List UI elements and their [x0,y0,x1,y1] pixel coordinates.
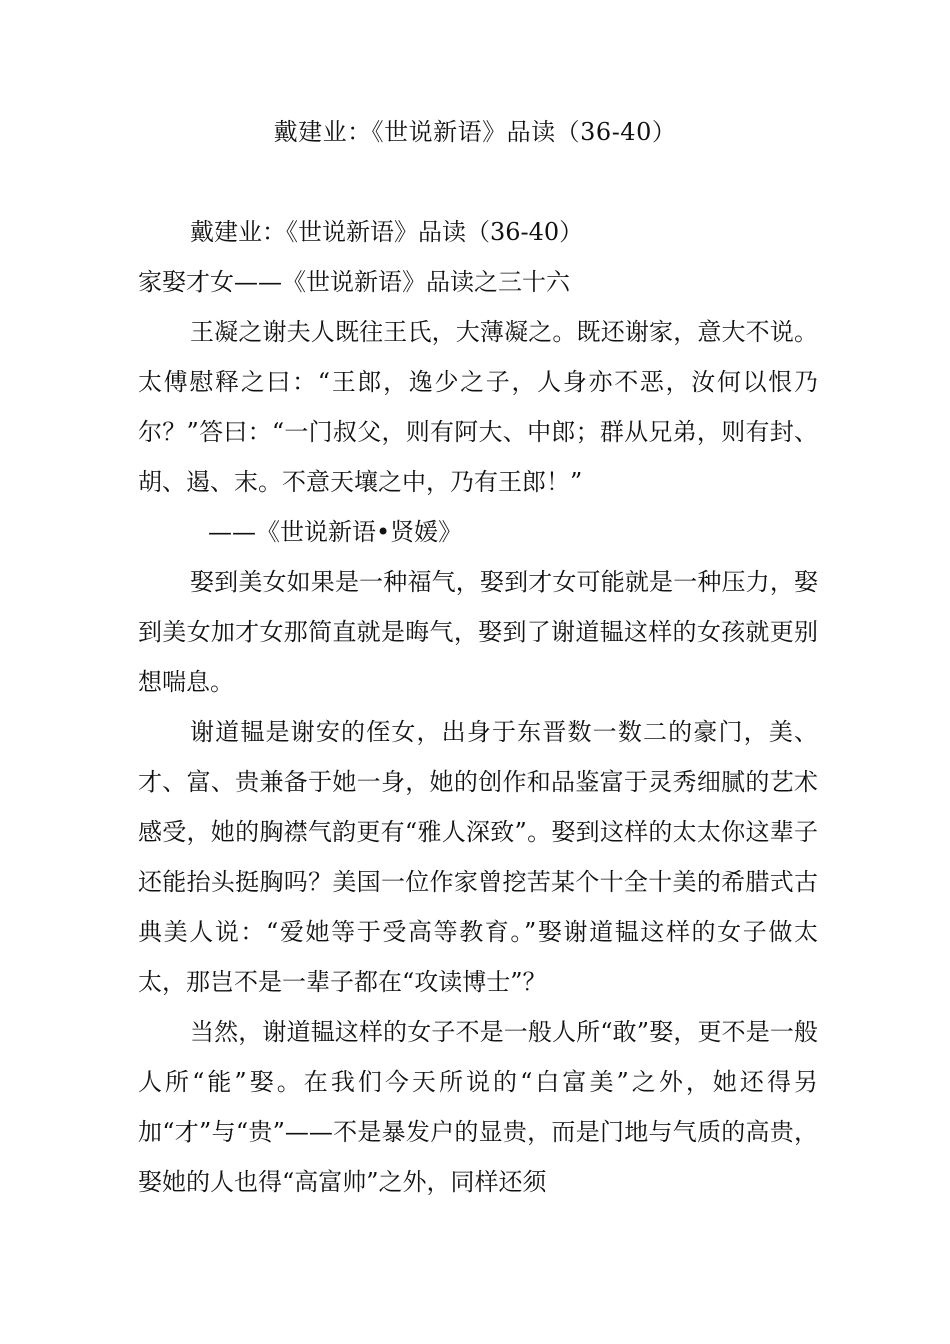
document-title: 戴建业：《世说新语》品读（36-40） [273,118,677,146]
heading-paragraph: 戴建业：《世说新语》品读（36-40） [190,218,584,246]
body-paragraph: 娶到美女如果是一种福气，娶到才女可能就是一种压力，娶到美女加才女那简直就是晦气，娶到了谢道韫这样的女孩就更别想喘息。 [138,568,818,696]
body-paragraph: 当然，谢道韫这样的女子不是一般人所“敢”娶，更不是一般人所“能”娶。在我们今天所说的“白富美”之外，她还得另加“才”与“贵”——不是暴发户的显贵，而是门地与气质的高贵，娶她的人也得“高富帅”之外，同样还须 [138,1018,818,1196]
body-paragraph: 谢道韫是谢安的侄女，出身于东晋数一数二的豪门，美、才、富、贵兼备于她一身，她的创作和品鉴富于灵秀细腻的艺术感受，她的胸襟气韵更有“雅人深致”。娶到这样的太太你这辈子还能抬头挺胸吗？美国一位作家曾挖苦某个十全十美的希腊式古典美人说：“爱她等于受高等教育。”娶谢道韫这样的女子做太太，那岂不是一辈子都在“攻读博士”？ [138,718,818,996]
section-heading: 家娶才女——《世说新语》品读之三十六 [138,268,570,296]
quoted-passage: 王凝之谢夫人既往王氏，大薄凝之。既还谢家，意大不说。太傅慰释之曰：“王郎，逸少之子，人身亦不恶，汝何以恨乃尔？”答曰：“一门叔父，则有阿大、中郎；群从兄弟，则有封、胡、遏、末。不意天壤之中，乃有王郎！” [138,318,818,496]
document-body [138,207,818,1207]
source-citation: ——《世说新语•贤媛》 [208,518,463,546]
